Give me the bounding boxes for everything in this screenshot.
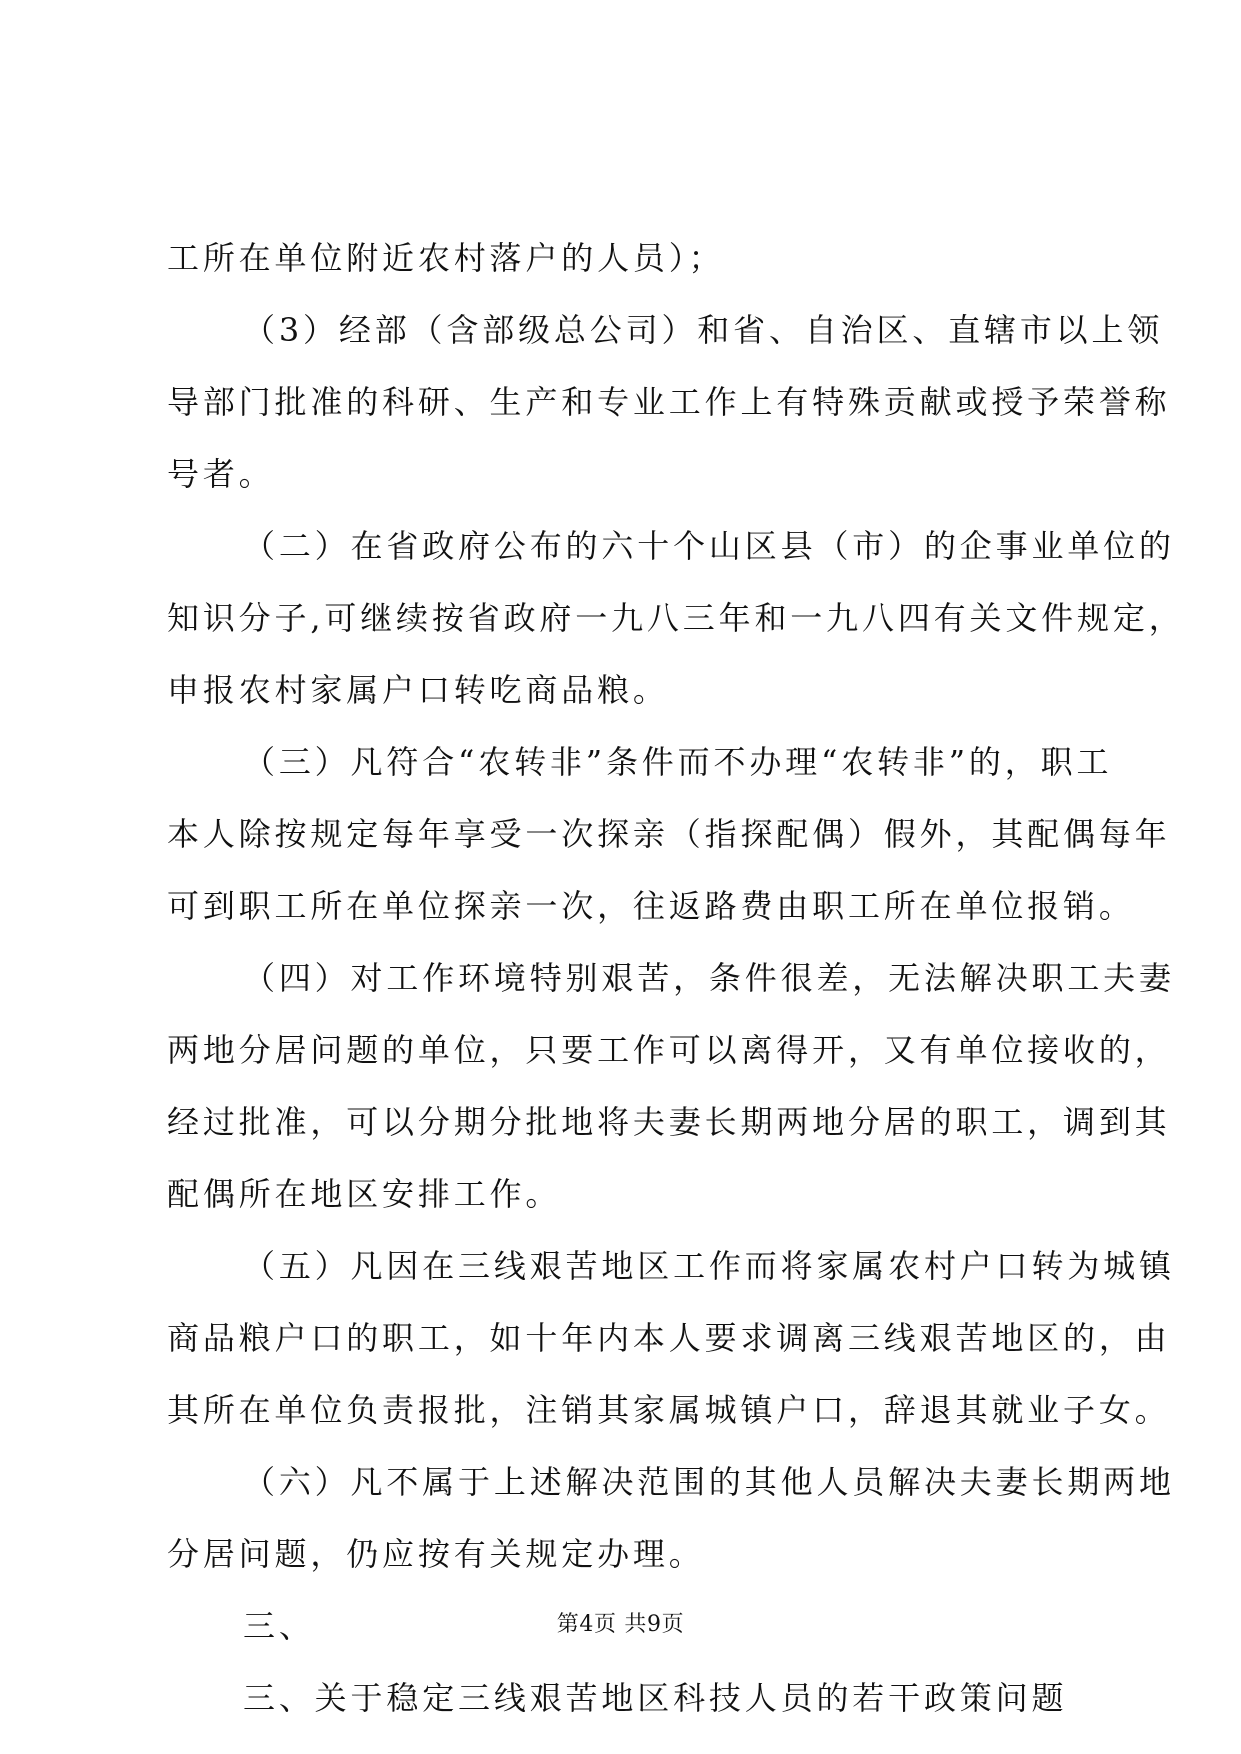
text-line: 其所在单位负责报批，注销其家属城镇户口，辞退其就业子女。	[167, 1391, 1171, 1429]
text-line: （五）凡因在三线艰苦地区工作而将家属农村户口转为城镇	[243, 1247, 1175, 1285]
text-line: （三）凡符合“农转非”条件而不办理“农转非”的，职工	[243, 743, 1113, 781]
text-line: （四）对工作环境特别艰苦，条件很差，无法解决职工夫妻	[243, 959, 1175, 997]
text-line: 知识分子,可继续按省政府一九八三年和一九八四有关文件规定，	[167, 599, 1185, 637]
text-line: （3）经部（含部级总公司）和省、自治区、直辖市以上领	[243, 311, 1164, 349]
text-line: 配偶所在地区安排工作。	[167, 1175, 562, 1213]
text-line: 两地分居问题的单位，只要工作可以离得开，又有单位接收的，	[167, 1031, 1171, 1069]
text-line: 经过批准，可以分期分批地将夫妻长期两地分居的职工，调到其	[167, 1103, 1171, 1141]
text-line: 号者。	[167, 455, 275, 493]
text-line: 可到职工所在单位探亲一次，往返路费由职工所在单位报销。	[167, 887, 1135, 925]
text-line: 分居问题，仍应按有关规定办理。	[167, 1535, 705, 1573]
text-line: 工所在单位附近农村落户的人员）；	[167, 239, 725, 277]
text-line: 商品粮户口的职工，如十年内本人要求调离三线艰苦地区的，由	[167, 1319, 1171, 1357]
text-line: （二）在省政府公布的六十个山区县（市）的企事业单位的	[243, 527, 1175, 565]
body-text	[167, 228, 1185, 1740]
text-line: 本人除按规定每年享受一次探亲（指探配偶）假外，其配偶每年	[167, 815, 1171, 853]
page-number-footer: 第4页 共9页	[556, 1612, 685, 1637]
section-heading: 三、关于稳定三线艰苦地区科技人员的若干政策问题	[243, 1679, 1068, 1717]
text-line: 申报农村家属户口转吃商品粮。	[167, 671, 669, 709]
text-line: （六）凡不属于上述解决范围的其他人员解决夫妻长期两地	[243, 1463, 1175, 1501]
text-line: 导部门批准的科研、生产和专业工作上有特殊贡献或授予荣誉称	[167, 383, 1171, 421]
text-line: 三、	[243, 1607, 315, 1645]
